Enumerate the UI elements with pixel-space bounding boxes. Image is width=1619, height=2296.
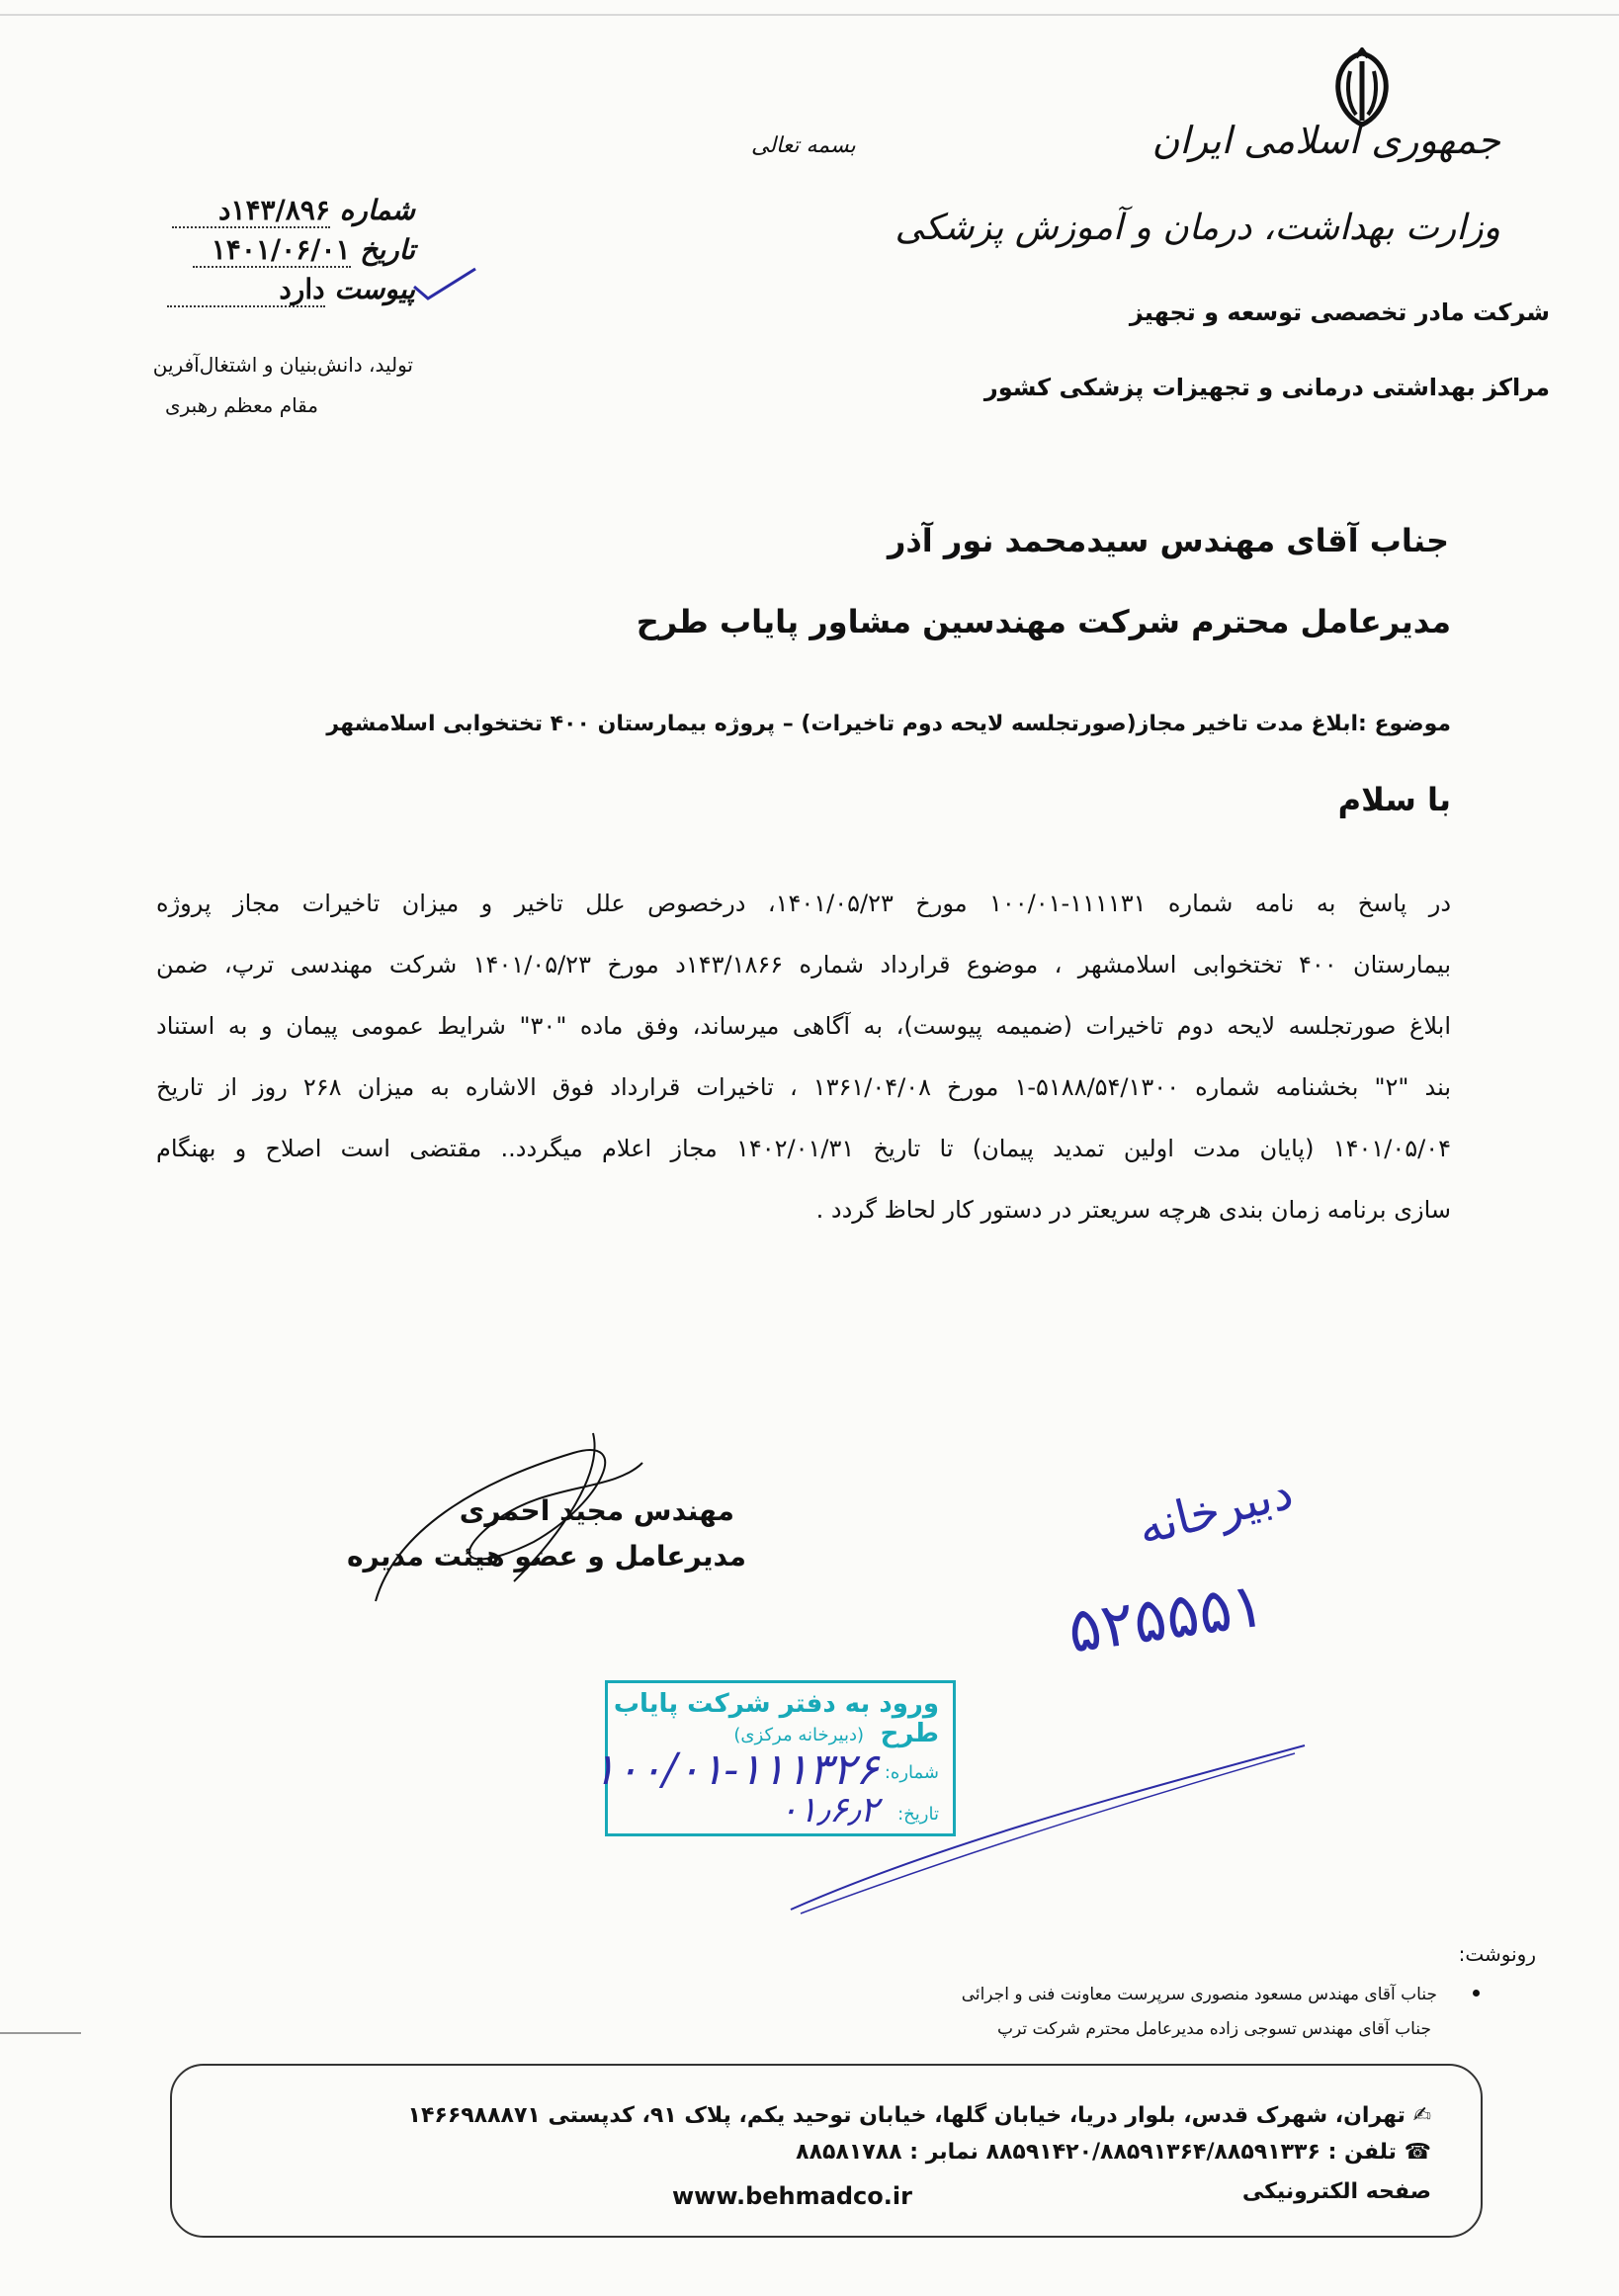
date-label: تاریخ	[360, 233, 415, 266]
company-line-1: شرکت مادر تخصصی توسعه و تجهیز	[1129, 298, 1550, 326]
scan-edge	[0, 14, 1619, 16]
subject-line: موضوع :ابلاغ مدت تاخیر مجاز(صورتجلسه لایحه دوم تاخیرات) – پروژه بیمارستان ۴۰۰ تختخوابی اسلامشهر	[326, 712, 1451, 736]
greeting: با سلام	[1337, 781, 1451, 818]
footer-address	[408, 2103, 1431, 2128]
cc-title: رونوشت:	[1458, 1942, 1536, 1966]
body-line: ابلاغ صورتجلسه لایحه دوم تاخیرات (ضمیمه پیوست)، به آگاهی میرساند، وفق ماده "۳۰" شرایط عمومی پیمان و به استناد	[156, 1012, 1451, 1040]
bullet-icon	[1473, 1990, 1480, 1997]
letter-number-row	[59, 194, 415, 228]
date-value: ۱۴۰۱/۰۶/۰۱	[193, 233, 351, 268]
republic-name: جمهوری اسلامی ایران	[1151, 119, 1500, 162]
phone-text: تلفن : ۸۸۵۹۱۴۲۰/۸۸۵۹۱۳۶۴/۸۸۵۹۱۳۳۶ نمابر : ۸۸۵۸۱۷۸۸	[796, 2140, 1397, 2165]
basmala: بسمه تعالی	[751, 133, 856, 158]
stamp-title: ورود به دفتر شرکت پایاب طرح	[613, 1689, 939, 1748]
body-line: بیمارستان ۴۰۰ تختخوابی اسلامشهر ، موضوع قرارداد شماره ۱۴۳/۱۸۶۶د مورخ ۱۴۰۱/۰۵/۲۳ شرکت مهندسی ترپ، ضمن	[156, 951, 1452, 978]
stamp-date-value: ۰۱٫۶٫۲	[779, 1790, 879, 1830]
cc-item: جناب آقای مهندس مسعود منصوری سرپرست معاونت فنی و اجرائی	[961, 1985, 1437, 2004]
footer-phone	[796, 2140, 1431, 2165]
handwritten-note: دبیرخانه	[1132, 1464, 1299, 1557]
cc-item: جناب آقای مهندس تسوجی زاده مدیرعامل محترم شرکت ترپ	[997, 2019, 1431, 2039]
footer-website-link[interactable]: www.behmadco.ir	[672, 2182, 912, 2210]
recipient-title: مدیرعامل محترم شرکت مهندسین مشاور پایاب طرح	[636, 603, 1451, 640]
slogan: تولید، دانش‌بنیان و اشتغال‌آفرین	[152, 353, 413, 377]
number-label: شماره	[339, 194, 415, 226]
signatory-name: مهندس مجید احمری	[459, 1494, 734, 1527]
phone-icon: ☎	[1404, 2140, 1431, 2165]
stamp-subtitle: (دبیرخانه مرکزی)	[733, 1725, 864, 1745]
number-value: ۱۴۳/۸۹۶د	[172, 194, 330, 228]
attachment-label: پیوست	[334, 273, 415, 305]
letter-date-row	[59, 233, 415, 268]
body-line: در پاسخ به نامه شماره ۱۱۱۱۳۱-۱۰۰/۰۱ مورخ ۱۴۰۱/۰۵/۲۳، درخصوص علل تاخیر و میزان تاخیرات مجاز پروژه	[156, 890, 1452, 917]
attachment-value: دارد	[167, 273, 325, 307]
pen-stroke	[781, 1740, 1315, 1917]
stamp-number-value: ۱۰۰/۰۱-۱۱۱۳۲۶	[592, 1744, 879, 1795]
footer-website-label: صفحه الکترونیکی	[1241, 2179, 1431, 2204]
body-line: بند "۲" بخشنامه شماره ۵۱۸۸/۵۴/۱۳۰۰-۱ مورخ ۱۳۶۱/۰۴/۰۸ ، تاخیرات قرارداد فوق الاشاره به میزان ۲۶۸ روز از تاریخ	[156, 1073, 1452, 1101]
handwritten-number: ۵۲۵۵۵۱	[1063, 1568, 1269, 1667]
address-text: تهران، شهرک قدس، بلوار دریا، خیابان گلها، خیابان توحید یکم، پلاک ۹۱، کدپستی ۱۴۶۶۹۸۸۸۷۱	[407, 2103, 1406, 2128]
stamp-number-label: شماره:	[884, 1762, 939, 1783]
signatory-title: مدیرعامل و عضو هیئت مدیره	[347, 1540, 746, 1573]
slogan-author: مقام معظم رهبری	[164, 393, 318, 417]
pen-icon: ✍	[1412, 2103, 1431, 2128]
scan-edge-left	[0, 2032, 81, 2034]
body-line: سازی برنامه زمان بندی هرچه سریعتر در دستور کار لحاظ گردد .	[815, 1196, 1451, 1224]
recipient-name: جناب آقای مهندس سیدمحمد نور آذر	[887, 522, 1449, 559]
checkmark-icon	[410, 265, 479, 304]
stamp-date-label: تاریخ:	[897, 1804, 939, 1825]
body-line: ۱۴۰۱/۰۵/۰۴ (پایان مدت اولین تمدید پیمان) تا تاریخ ۱۴۰۲/۰۱/۳۱ مجاز اعلام میگردد.. مقتضی است اصلاح و بهنگام	[156, 1135, 1451, 1162]
company-line-2: مراکز بهداشتی درمانی و تجهیزات پزشکی کشور	[983, 374, 1550, 401]
attachment-row	[59, 273, 415, 307]
ministry-name: وزارت بهداشت، درمان و آموزش پزشکی	[895, 208, 1500, 248]
